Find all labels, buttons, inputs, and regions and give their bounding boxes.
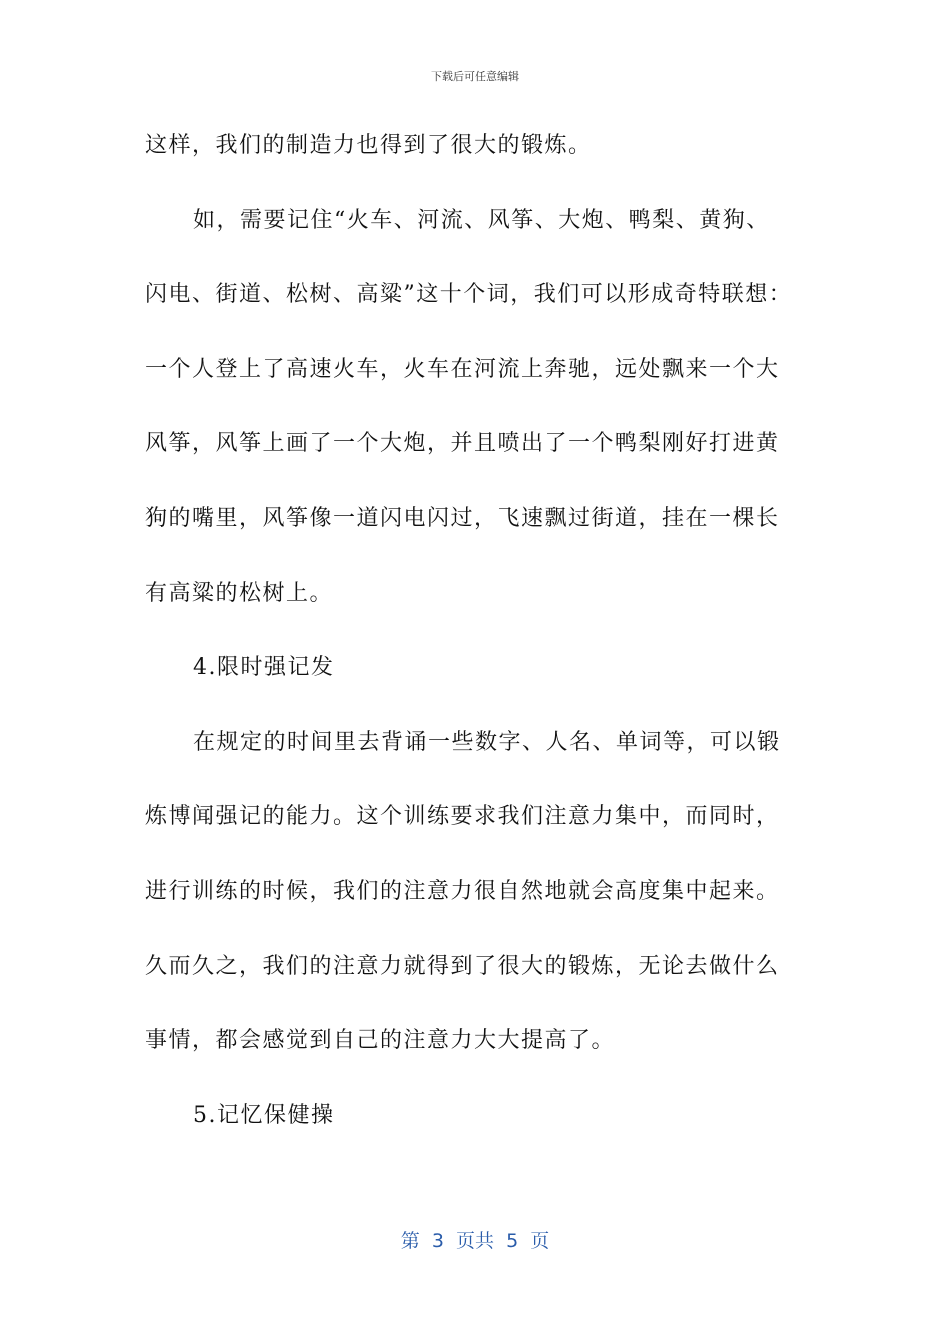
- paragraph-line: 有高粱的松树上。: [145, 580, 334, 606]
- document-body: [145, 124, 805, 1168]
- paragraph-line: 事情，都会感觉到自己的注意力大大提高了。: [145, 1028, 616, 1054]
- paragraph-line: 炼博闻强记的能力。这个训练要求我们注意力集中，而同时，: [145, 804, 780, 830]
- page-footer: 第 3 页共 5 页: [400, 1230, 550, 1252]
- paragraph-line: 狗的嘴里，风筝像一道闪电闪过，飞速飘过街道，挂在一棵长: [145, 505, 780, 531]
- paragraph-line: 如，需要记住“火车、河流、风筝、大炮、鸭梨、黄狗、: [193, 207, 770, 233]
- page-header: 下载后可任意编辑: [431, 70, 519, 83]
- section-heading: 5.记忆保健操: [193, 1102, 335, 1128]
- paragraph-line: 进行训练的时候，我们的注意力很自然地就会高度集中起来。: [145, 878, 780, 904]
- paragraph-line: 风筝，风筝上画了一个大炮，并且喷出了一个鸭梨刚好打进黄: [145, 431, 780, 457]
- paragraph-line: 闪电、街道、松树、高粱”这十个词，我们可以形成奇特联想：: [145, 282, 793, 308]
- paragraph-line: 一个人登上了高速火车，火车在河流上奔驰，远处飘来一个大: [145, 356, 780, 382]
- paragraph-line: 久而久之，我们的注意力就得到了很大的锻炼，无论去做什么: [145, 953, 780, 979]
- paragraph-line: 在规定的时间里去背诵一些数字、人名、单词等，可以锻: [193, 729, 781, 755]
- section-heading: 4.限时强记发: [193, 655, 335, 681]
- paragraph-line: 这样，我们的制造力也得到了很大的锻炼。: [145, 133, 592, 158]
